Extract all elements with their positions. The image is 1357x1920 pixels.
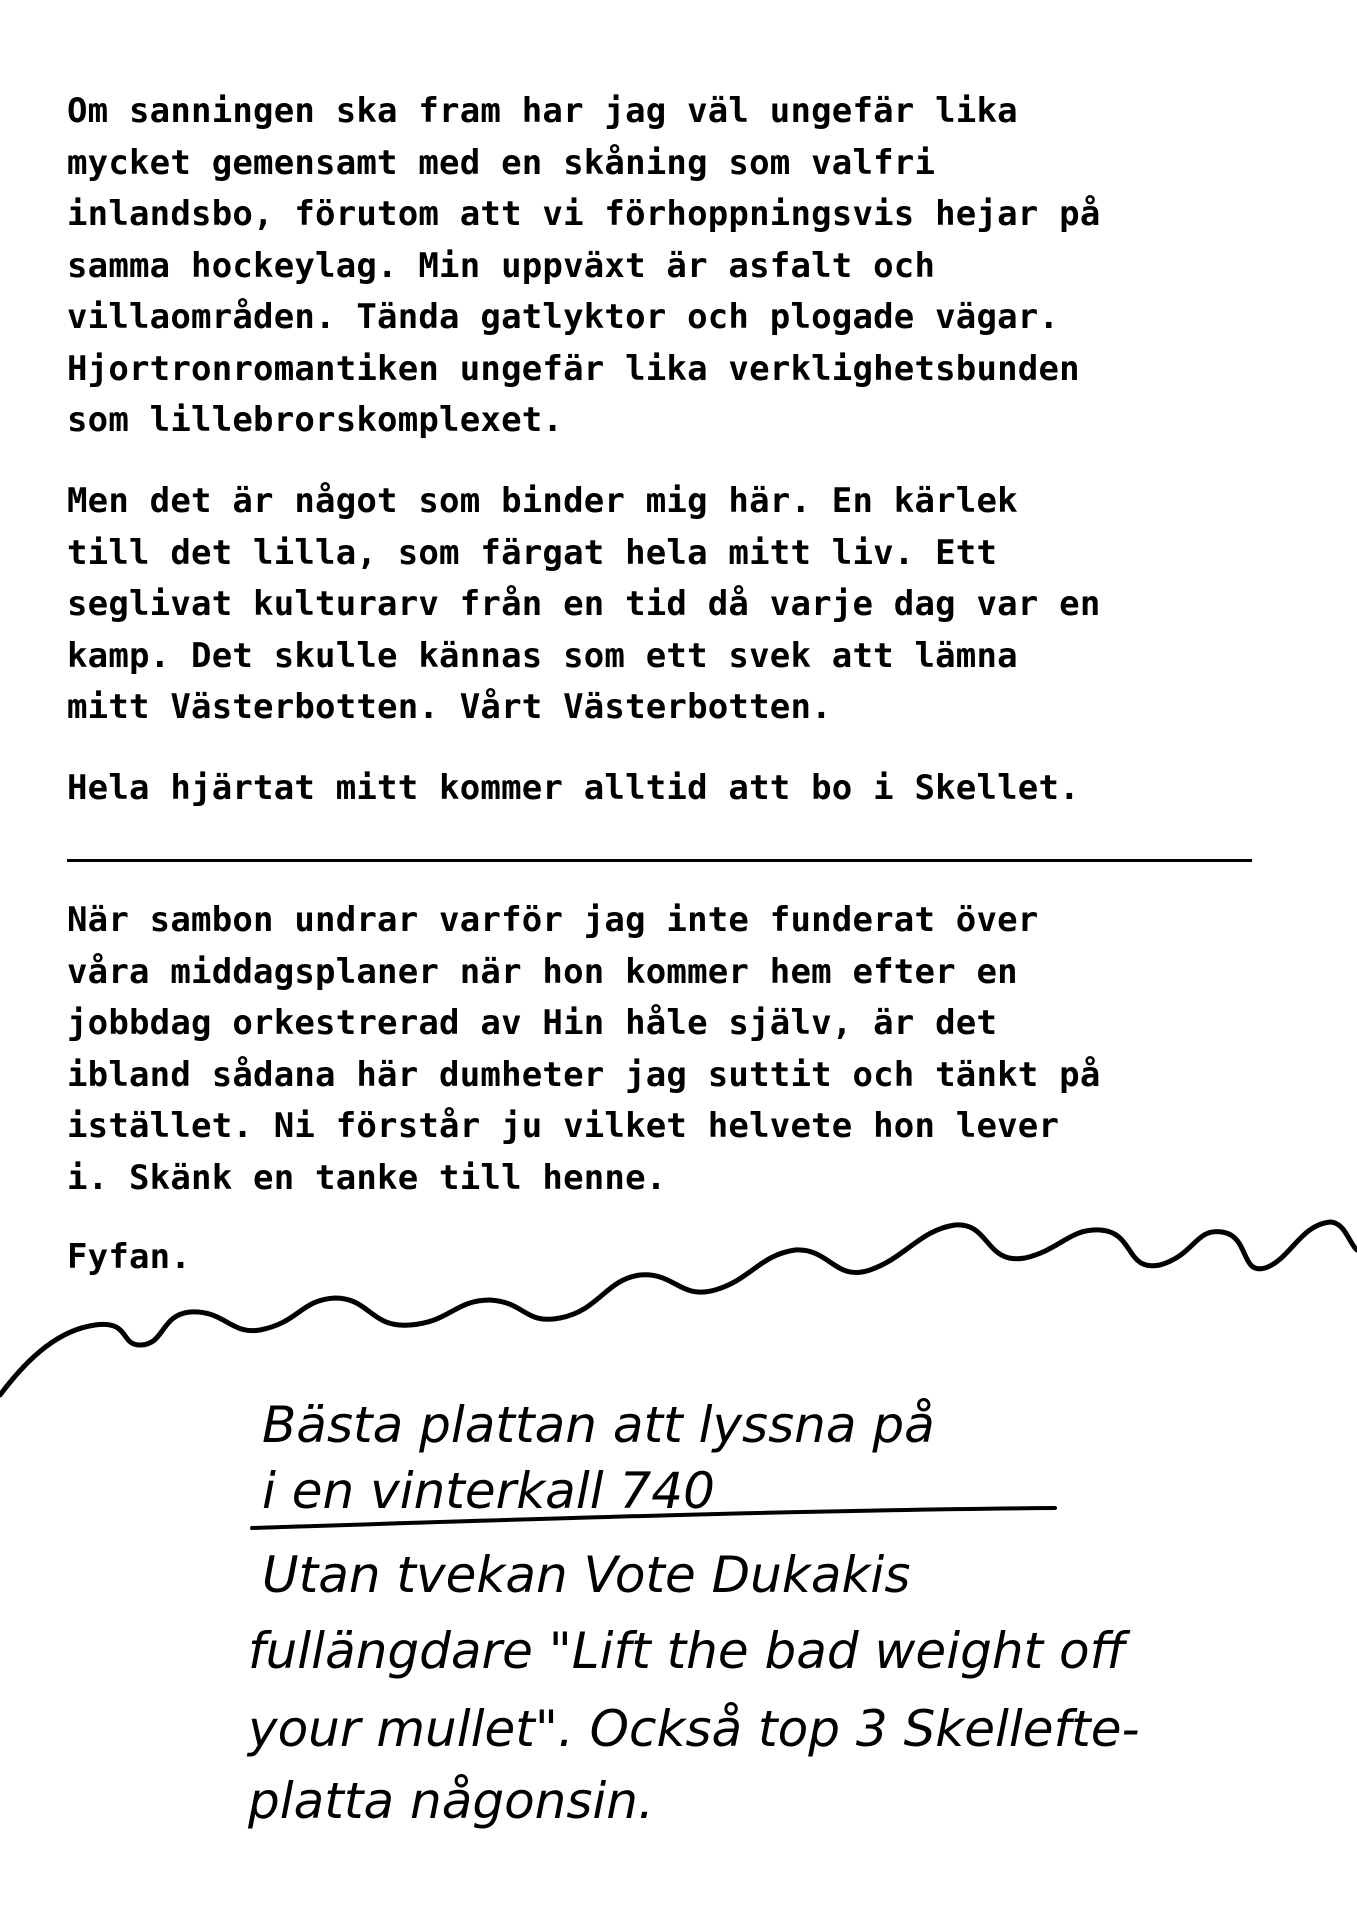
- typed-paragraph-2: Men det är något som binder mig här. En kärlek till det lilla, som färgat hela mitt liv. Ett seglivat kulturarv från en tid då varje dag var en kamp. Det skulle kännas som ett svek att lämna mitt Västerbotten. Vårt Västerbotten.: [67, 481, 1101, 727]
- handwritten-answer-line-2: fullängdare "Lift the bad weight off: [248, 1622, 1126, 1680]
- handwritten-question-line-1: Bästa plattan att lyssna på: [262, 1396, 935, 1454]
- typed-paragraph-3: Hela hjärtat mitt kommer alltid att bo i Skellet.: [67, 768, 1080, 808]
- handwritten-answer-line-1: Utan tvekan Vote Dukakis: [262, 1546, 911, 1604]
- typed-paragraph-4: När sambon undrar varför jag inte funderat över våra middagsplaner när hon kommer hem efter en jobbdag orkestrerad av Hin håle själv, är det ibland sådana här dumheter jag suttit och tänkt på istället. Ni förstår ju vilket helvete hon lever i. Skänk en tanke till henne.: [67, 900, 1101, 1198]
- handwritten-answer-line-3: your mullet". Också top 3 Skellefte-: [248, 1700, 1140, 1758]
- handwritten-question-line-2: i en vinterkall 740: [262, 1462, 715, 1520]
- typed-signoff: Fyfan.: [67, 1237, 192, 1277]
- typed-paragraph-1: Om sanningen ska fram har jag väl ungefär lika mycket gemensamt med en skåning som valfri inlandsbo, förutom att vi förhoppningsvis hejar på samma hockeylag. Min uppväxt är asfalt och villaområden. Tända gatlyktor och plogade vägar. Hjortronromantiken ungefär lika verklighetsbunden som lillebrorskomplexet.: [67, 91, 1101, 440]
- wavy-divider-line: [0, 1222, 1357, 1395]
- handwritten-answer-line-4: platta någonsin.: [248, 1772, 654, 1830]
